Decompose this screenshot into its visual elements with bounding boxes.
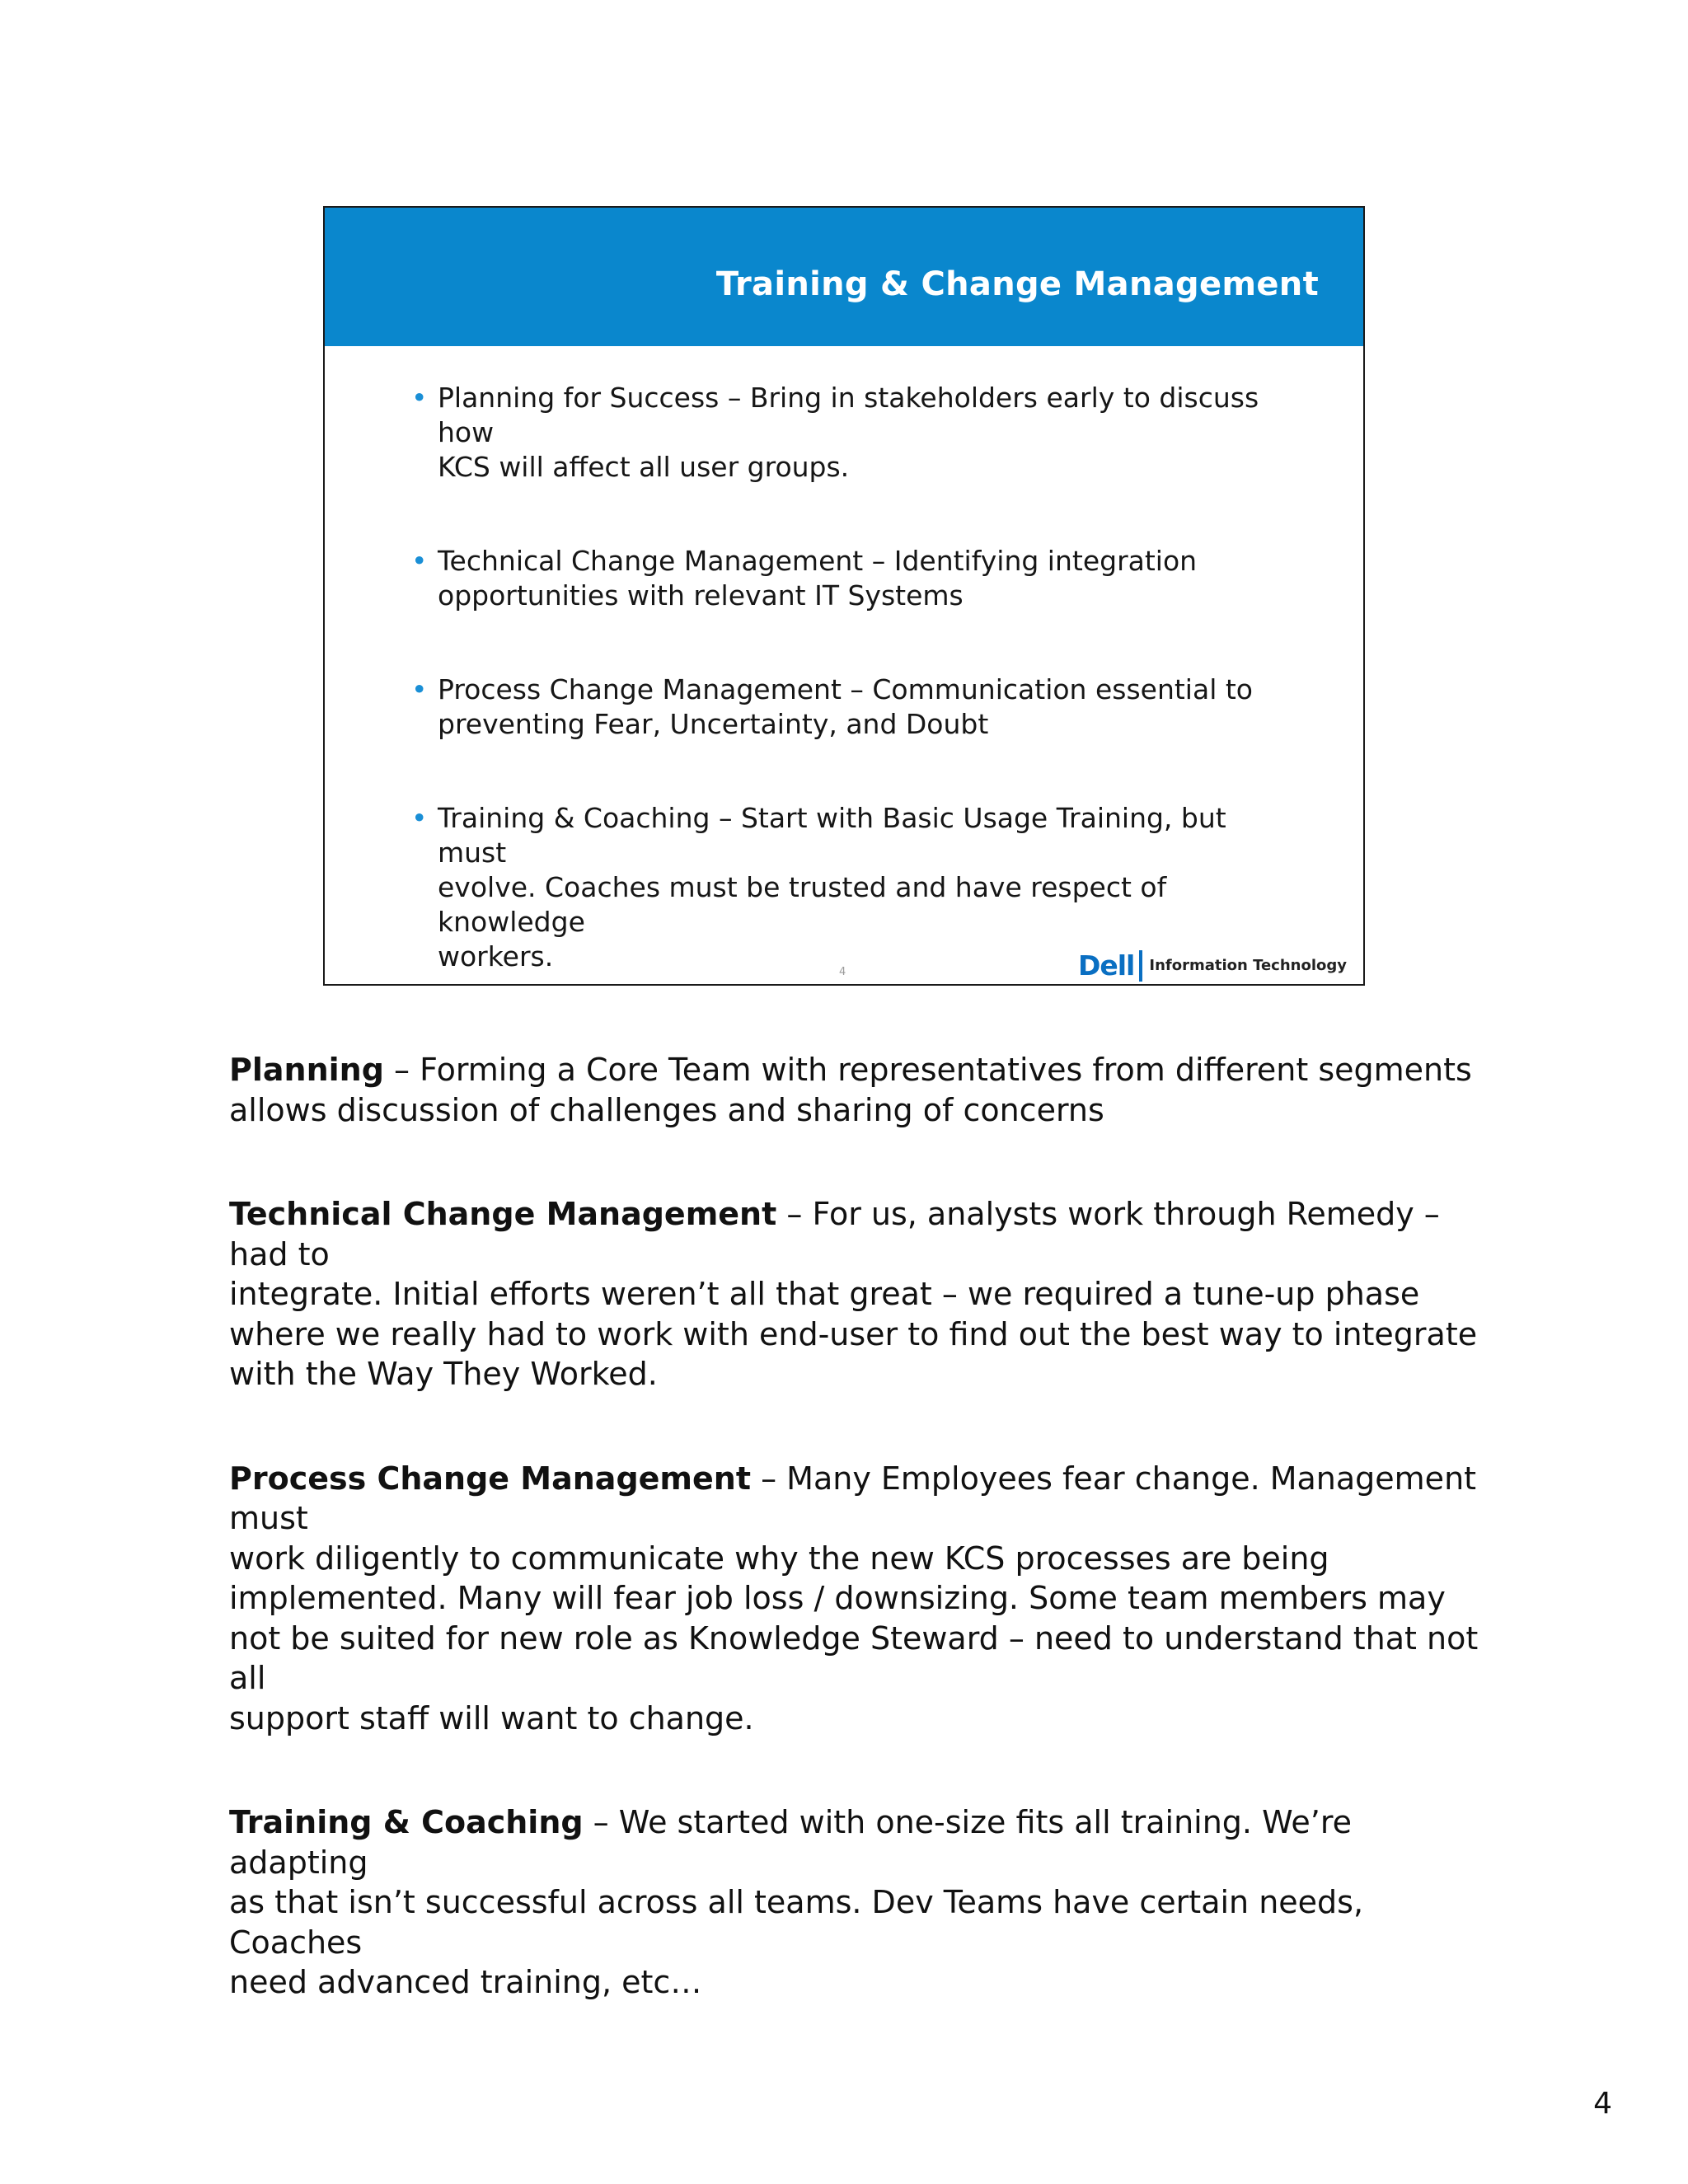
slide-title: Training & Change Management [715, 265, 1319, 303]
note-term: Planning [229, 1052, 384, 1088]
bullet-dot-icon: • [411, 545, 428, 577]
note-line: need advanced training, etc… [229, 1964, 702, 2000]
bullet-dot-icon: • [411, 802, 428, 834]
bullet-line: workers. [438, 940, 554, 972]
note-line: – Many Employees fear change. Management must [229, 1460, 1477, 1536]
note-line: – We started with one-size fits all training. We’re adapting [229, 1804, 1353, 1881]
bullet-dot-icon: • [411, 382, 428, 414]
note-paragraph [229, 1802, 1482, 2003]
speaker-notes [229, 1050, 1482, 2067]
note-line: – Forming a Core Team with representatives from different segments [383, 1052, 1472, 1088]
note-line: support staff will want to change. [229, 1699, 754, 1736]
note-line: as that isn’t successful across all teams. Dev Teams have certain needs, Coaches [229, 1884, 1364, 1961]
page-number: 4 [1593, 2087, 1612, 2121]
bullet-line: Process Change Management – Communication essential to [438, 673, 1253, 705]
bullet-line: evolve. Coaches must be trusted and have respect of knowledge [438, 871, 1167, 938]
note-line: with the Way They Worked. [229, 1356, 658, 1392]
bullet-line: Technical Change Management – Identifying integration [438, 545, 1198, 577]
note-paragraph [229, 1194, 1482, 1394]
note-line: work diligently to communicate why the new KCS processes are being [229, 1540, 1329, 1577]
slide-bullet-list [411, 381, 1301, 974]
slide-header-bar [325, 208, 1363, 346]
dell-it-logo [1078, 949, 1347, 982]
slide-bullet [411, 801, 1301, 974]
dell-logo-text: Dell [1077, 949, 1135, 982]
bullet-line: KCS will affect all user groups. [438, 451, 850, 483]
note-paragraph [229, 1050, 1482, 1130]
slide-bullet [411, 673, 1301, 742]
note-line: not be suited for new role as Knowledge Steward – need to understand that not all [229, 1619, 1479, 1696]
logo-divider [1139, 950, 1142, 982]
bullet-line: Training & Coaching – Start with Basic Usage Training, but must [438, 802, 1226, 869]
note-line: integrate. Initial efforts weren’t all that great – we required a tune-up phase [229, 1276, 1420, 1312]
logo-subtitle: Information Technology [1149, 957, 1347, 974]
note-line: – For us, analysts work through Remedy – had to [229, 1196, 1440, 1272]
slide-bullet [411, 544, 1301, 613]
slide-number: 4 [839, 966, 846, 978]
note-term: Process Change Management [229, 1460, 752, 1497]
note-paragraph [229, 1459, 1482, 1739]
bullet-dot-icon: • [411, 673, 428, 705]
note-term: Training & Coaching [229, 1804, 584, 1840]
note-line: implemented. Many will fear job loss / downsizing. Some team members may [229, 1580, 1446, 1616]
bullet-line: preventing Fear, Uncertainty, and Doubt [438, 708, 989, 740]
slide-thumbnail [323, 206, 1365, 986]
note-line: allows discussion of challenges and sharing of concerns [229, 1091, 1104, 1128]
bullet-line: Planning for Success – Bring in stakeholders early to discuss how [438, 382, 1259, 448]
note-line: where we really had to work with end-user to find out the best way to integrate [229, 1315, 1478, 1352]
slide-bullet [411, 381, 1301, 485]
bullet-line: opportunities with relevant IT Systems [438, 579, 964, 612]
note-term: Technical Change Management [229, 1196, 777, 1232]
